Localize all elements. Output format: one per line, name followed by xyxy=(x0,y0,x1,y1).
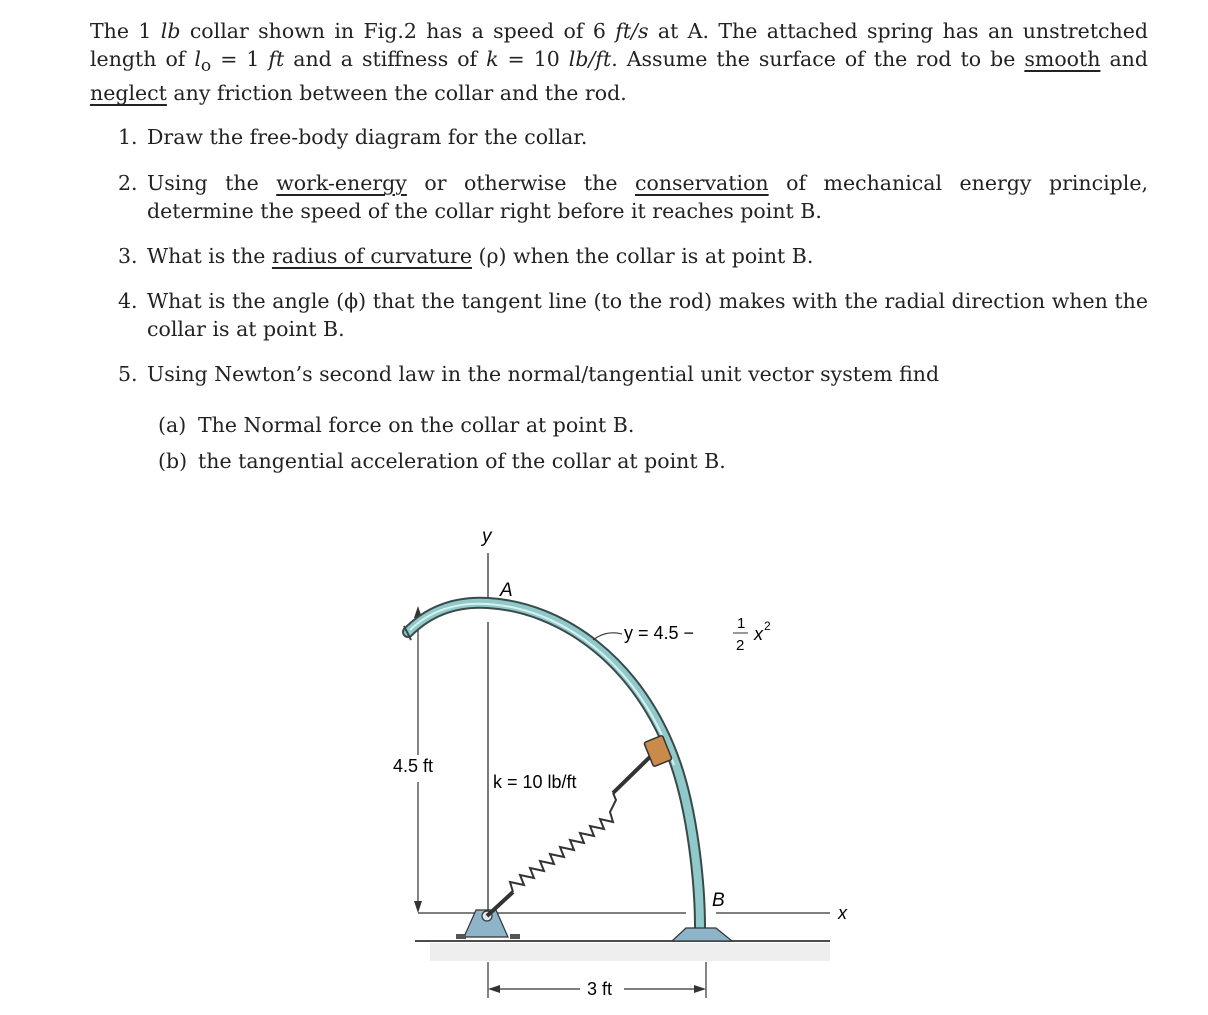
y-axis-label: y xyxy=(482,526,492,547)
b-support xyxy=(672,928,732,941)
height-label: 4.5 ft xyxy=(393,756,434,776)
width-label: 3 ft xyxy=(587,979,613,999)
question-5a: (a) The Normal force on the collar at point B. xyxy=(158,413,635,437)
anchor-bolt-right xyxy=(510,934,520,939)
equation-leader-line xyxy=(593,633,622,640)
point-a-label: A xyxy=(500,580,513,601)
spring-stiffness-label: k = 10 lb/ft xyxy=(493,772,577,792)
spring-end-upper xyxy=(613,752,655,793)
spring-coils xyxy=(510,793,616,892)
neglect-underlined: neglect xyxy=(90,81,167,106)
width-arrow-left xyxy=(488,985,500,993)
ground-shadow xyxy=(430,943,830,961)
problem-statement: The 1 lb collar shown in Fig.2 has a speed of 6 ft/s at A. The attached spring has an unstretched length of $l_o = 1$ ft and a stiffness of k = 10 lb/ft. Assume the surface of the rod to be smooth and neglect any friction between the collar and the rod. xyxy=(90,19,1148,106)
anchor-bolt-left xyxy=(456,934,466,939)
equation-left: y = 4.5 − xyxy=(624,623,695,643)
x-axis-label: x xyxy=(838,903,847,923)
question-5: 5. Using Newton’s second law in the normal/tangential unit vector system find xyxy=(118,362,940,386)
width-arrow-right xyxy=(694,985,706,993)
equation-exp: 2 xyxy=(764,619,771,633)
question-1: 1. Draw the free-body diagram for the collar. xyxy=(118,125,588,149)
equation-frac-den: 2 xyxy=(736,637,745,654)
question-5b: (b) the tangential acceleration of the collar at point B. xyxy=(158,449,726,473)
smooth-underlined: smooth xyxy=(1024,46,1101,71)
equation-frac-num: 1 xyxy=(737,615,746,632)
question-3: 3. What is the radius of curvature (ρ) when the collar is at point B. xyxy=(118,244,814,268)
question-2: 2. Using the work-energy or otherwise the conservation of mechanical energy principle, determine the speed of the collar right before it reaches point B. xyxy=(118,171,1148,223)
height-arrow-down xyxy=(414,901,422,913)
point-b-label: B xyxy=(712,890,725,911)
equation-var: x xyxy=(754,624,763,644)
question-4: 4. What is the angle (ϕ) that the tangent line (to the rod) makes with the radial direction when the collar is at point B. xyxy=(118,289,1148,341)
